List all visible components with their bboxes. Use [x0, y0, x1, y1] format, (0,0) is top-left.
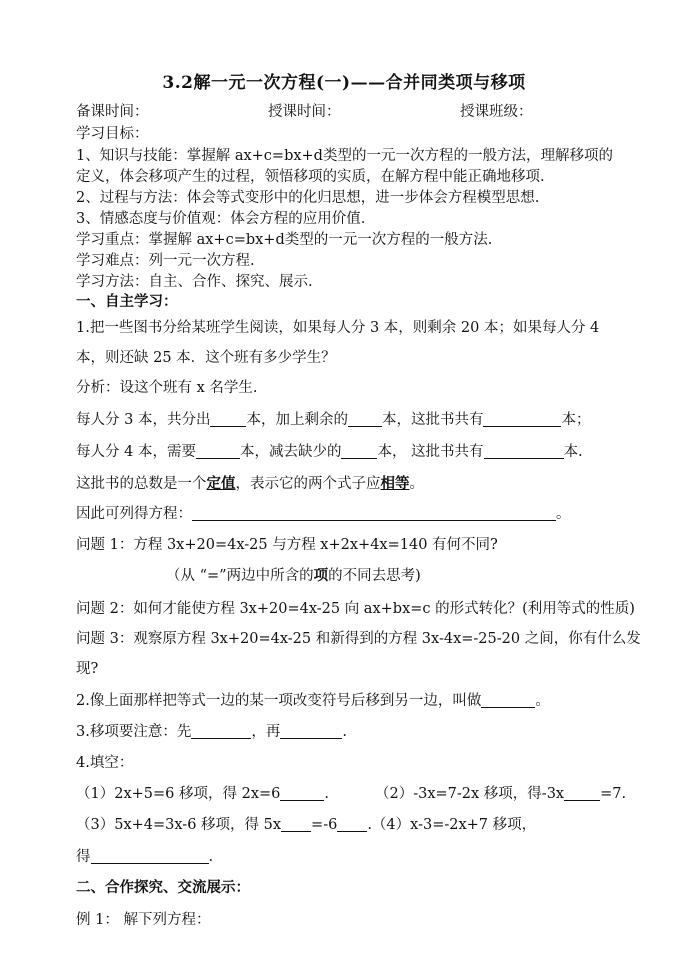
question-2: 问题 2：如何才能使方程 3x+20=4x-25 向 ax+bx=c 的形式转化？(利用等式的性质)	[76, 601, 635, 617]
goal-1-line-2: 定义，体会移项产生的过程，领悟移项的实质，在解方程中能正确地移项.	[76, 169, 545, 185]
teach-time-label: 授课时间：	[268, 104, 341, 120]
key-point: 学习重点：掌握解 ax+c=bx+d类型的一元一次方程的一般方法.	[76, 232, 493, 248]
fill-row-2: 每人分 4 本，需要 本，减去缺少的 本， 这批书共有 本.	[76, 444, 583, 460]
blank[interactable]	[280, 786, 324, 801]
analysis: 分析：设这个班有 x 名学生.	[76, 380, 258, 396]
blank[interactable]	[484, 444, 564, 459]
class-label: 授课班级：	[460, 104, 533, 120]
fill-3-4: （3）5x+4=3x-6 移项，得 5x =-6 .（4）x-3=-2x+7 移项，	[76, 817, 537, 833]
header-row	[76, 100, 533, 121]
blank[interactable]	[91, 849, 209, 864]
blank[interactable]	[281, 817, 311, 832]
blank[interactable]	[210, 412, 246, 427]
blank[interactable]	[196, 444, 240, 459]
emphasis-equal: 相等	[380, 475, 410, 492]
blank[interactable]	[483, 412, 561, 427]
total-statement: 这批书的总数是一个定值，表示它的两个式子应相等。	[76, 475, 424, 492]
equation-blank[interactable]	[192, 506, 556, 521]
prep-time-label: 备课时间：	[76, 104, 149, 120]
blank[interactable]	[341, 444, 377, 459]
question-1: 问题 1：方程 3x+20=4x-25 与方程 x+2x+4x=140 有何不同?	[76, 537, 498, 553]
fill-1-2: （1）2x+5=6 移项，得 2x=6 . （2）-3x=7-2x 移项，得-3x =7.	[76, 786, 627, 802]
problem-4: 4.填空：	[76, 755, 134, 771]
blank[interactable]	[337, 817, 367, 832]
page-title: 3.2解一元一次方程(一)——合并同类项与移项	[162, 73, 526, 93]
question-3-line-2: 现?	[76, 661, 99, 677]
blank[interactable]	[348, 412, 382, 427]
equation-line: 因此可列得方程： 。	[76, 506, 571, 522]
difficulty: 学习难点：列一元一次方程.	[76, 253, 255, 269]
section-1-heading: 一、自主学习：	[76, 293, 178, 310]
goal-1-line-1: 1、知识与技能：掌握解 ax+c=bx+d类型的一元一次方程的一般方法，理解移项的	[76, 148, 613, 164]
method: 学习方法：自主、合作、探究、展示.	[76, 274, 313, 290]
goal-3: 3、情感态度与价值观：体会方程的应用价值.	[76, 211, 366, 227]
blank[interactable]	[280, 724, 342, 739]
hint: （从 “=”两边中所含的项的不同去思考)	[166, 567, 421, 584]
goal-2: 2、过程与方法：体会等式变形中的化归思想，进一步体会方程模型思想.	[76, 190, 540, 206]
blank[interactable]	[481, 693, 535, 708]
example-1: 例 1： 解下列方程：	[76, 912, 211, 928]
blank[interactable]	[564, 786, 600, 801]
goals-label: 学习目标：	[76, 126, 149, 142]
problem-2: 2.像上面那样把等式一边的某一项改变符号后移到另一边，叫做 。	[76, 693, 550, 709]
question-3-line-1: 问题 3：观察原方程 3x+20=4x-25 和新得到的方程 3x-4x=-25-20 之间，你有什么发	[76, 631, 641, 647]
section-2-heading: 二、合作探究、交流展示：	[76, 879, 250, 896]
fill-4-answer: 得 .	[76, 849, 214, 865]
fill-row-1: 每人分 3 本，共分出 本，加上剩余的 本，这批书共有 本；	[76, 412, 591, 428]
problem-3: 3.移项要注意：先 ，再 .	[76, 724, 347, 740]
emphasis-constant: 定值	[206, 475, 236, 492]
problem-1-line-2: 本，则还缺 25 本．这个班有多少学生？	[76, 350, 336, 366]
blank[interactable]	[191, 724, 251, 739]
problem-1-line-1: 1.把一些图书分给某班学生阅读，如果每人分 3 本，则剩余 20 本；如果每人分 4	[76, 320, 600, 336]
